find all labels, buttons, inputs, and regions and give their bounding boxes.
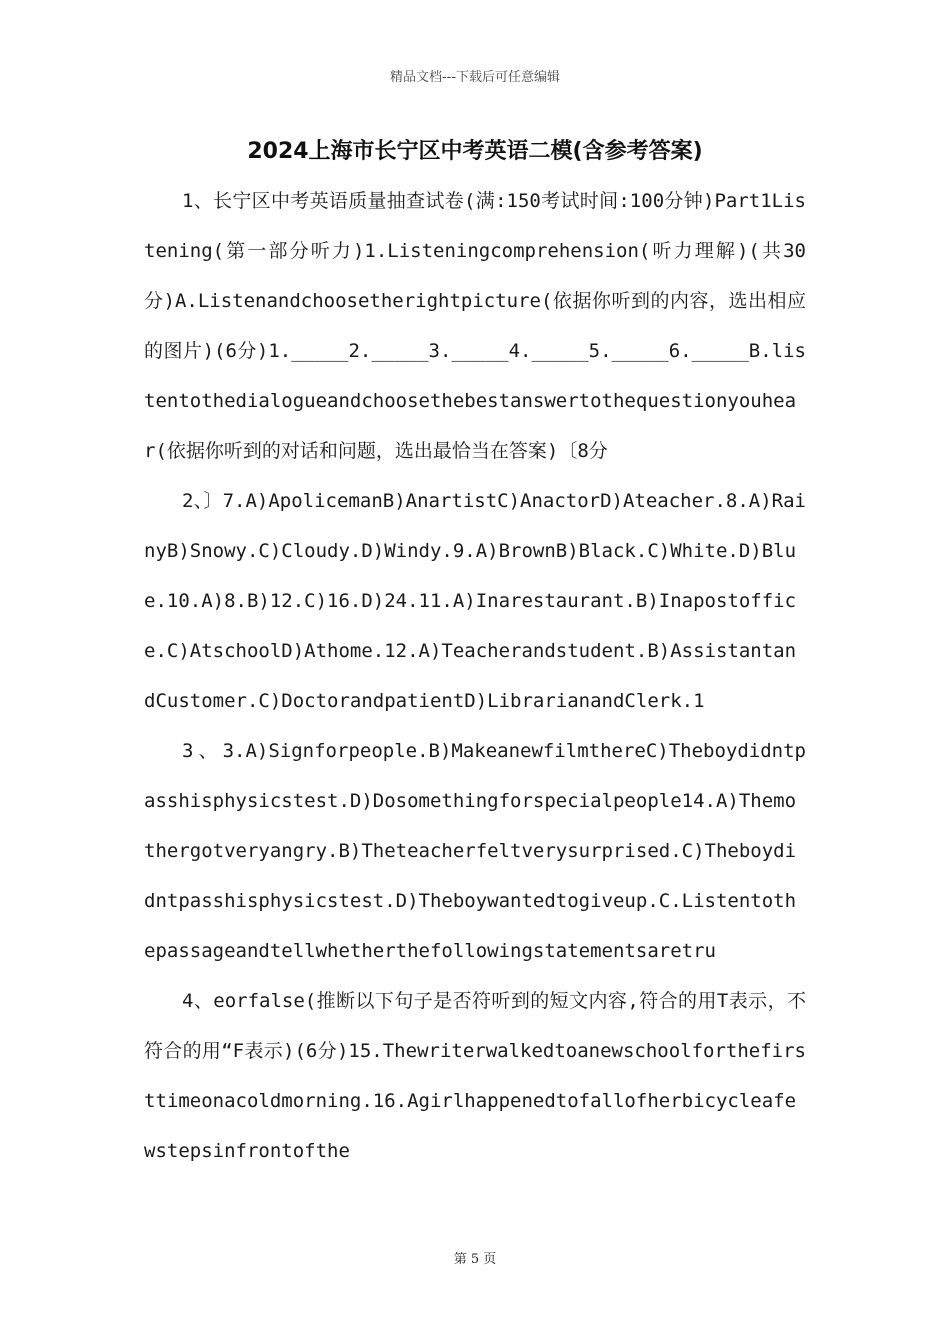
paragraph-2: 2、〕7.A)ApolicemanB)AnartistC)AnactorD)Ateacher.8.A)RainyB)Snowy.C)Cloudy.D)Windy.9.A)BrownB)Black.C)White.D)Blue.10.A)8.B)12.C)16.D)24.11.A)Inarestaurant.B)Inapostoffice.C)AtschoolD)Athome.12.A)Teacherandstudent.B)AssistantandCustomer.C)DoctorandpatientD)LibrarianandClerk.1 <box>144 490 806 712</box>
document-title: 2024上海市长宁区中考英语二模(含参考答案) <box>247 139 703 164</box>
header-note: 精品文档---下载后可任意编辑 <box>389 70 561 85</box>
paragraph-1: 1、长宁区中考英语质量抽查试卷(满:150考试时间:100分钟)Part1Listening(第一部分听力)1.Listeningcomprehension(听力理解)(共30分)A.Listenandchoosetherightpicture(依据你听到的内容，选出相应的图片)(6分)1._____2._____3._____4._____5._____6._____B.listentothedialogueandchoosethebestanswertothequestionyouhear(依据你听到的对话和问题，选出最恰当在答案)〔8分 <box>144 190 806 462</box>
paragraph-4: 4、eorfalse(推断以下句子是否符听到的短文内容,符合的用T表示，不符合的用“F表示)(6分)15.Thewriterwalkedtoanewschoolforthefirsttimeonacoldmorning.16.Agirlhappenedtofallofherbicycleafewstepsinfrontofthe <box>144 990 806 1162</box>
document-body <box>144 176 806 1176</box>
page-number: 第 5 页 <box>453 1252 497 1267</box>
paragraph-3: 3、3.A)Signforpeople.B)MakeanewfilmthereC)Theboydidntpasshisphysicstest.D)Dosomethingforspecialpeople14.A)Themothergotveryangry.B)Theteacherfeltverysurprised.C)Theboydidntpasshisphysicstest.D)Theboywantedtogiveup.C.Listentothepassageandtellwhetherthefollowingstatementsaretru <box>144 740 806 962</box>
